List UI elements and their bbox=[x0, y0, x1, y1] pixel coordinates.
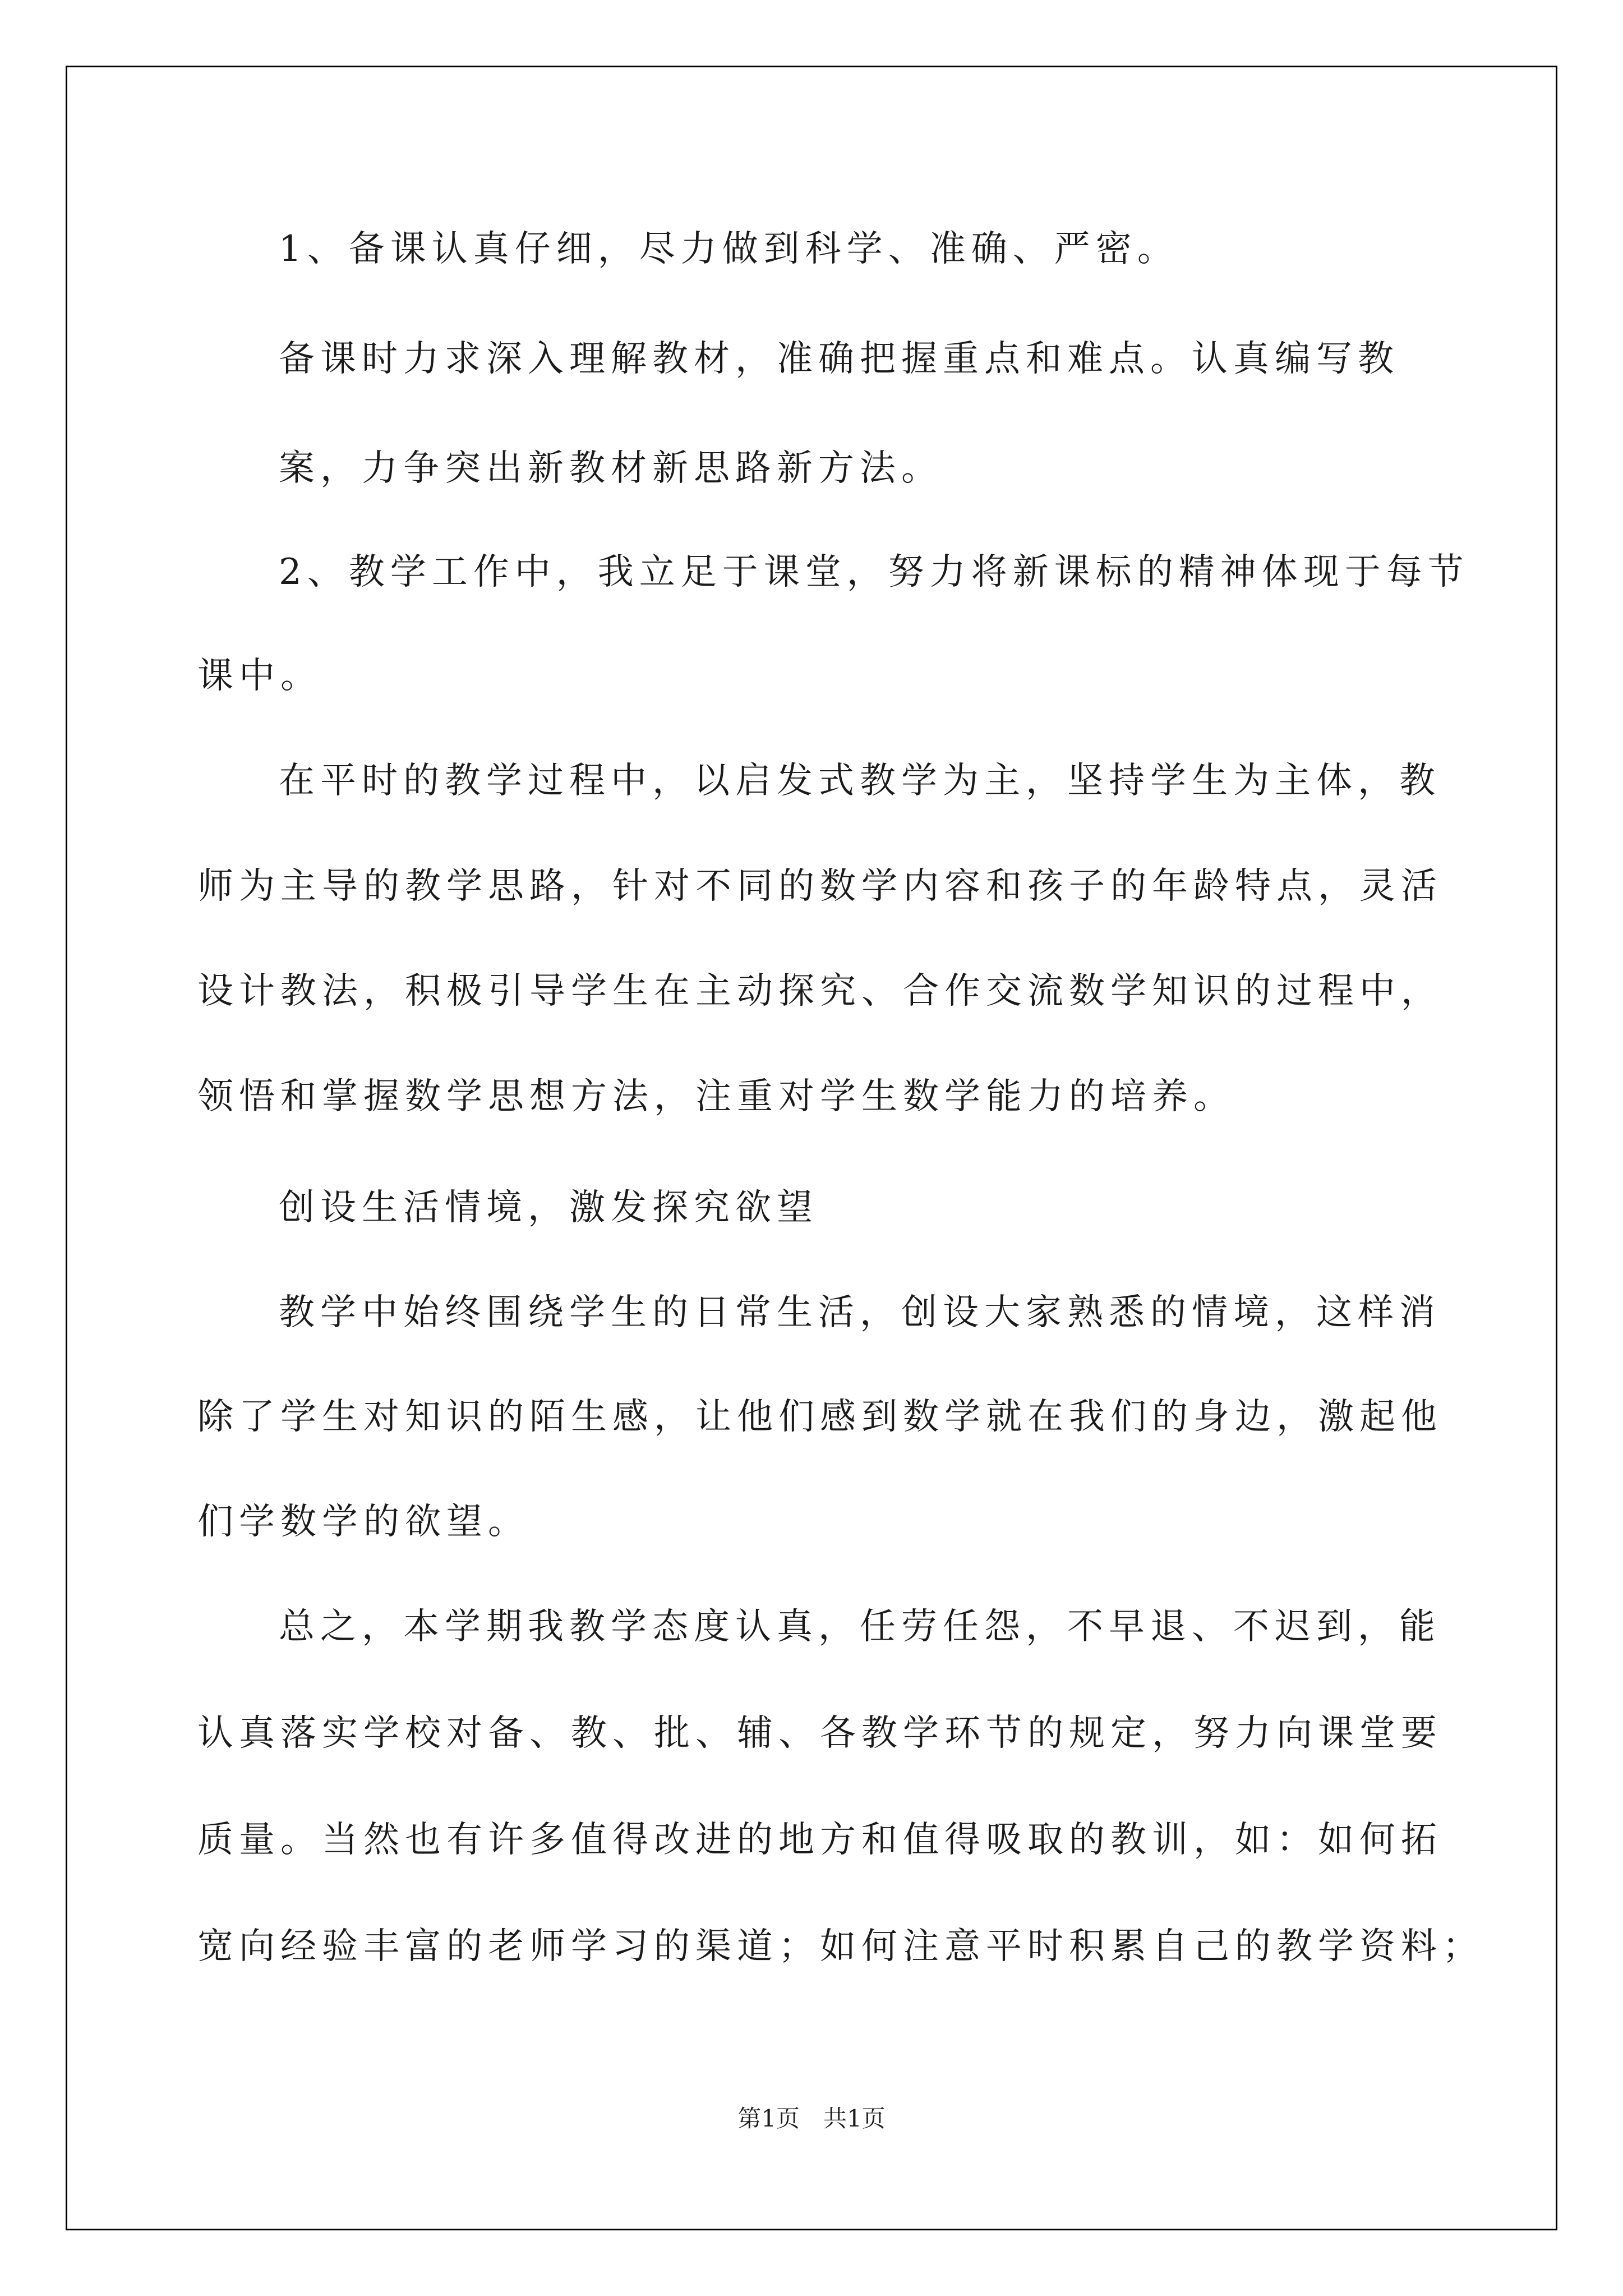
text-line: 们学数学的欲望。 bbox=[197, 1501, 529, 1543]
text-line: 总之，本学期我教学态度认真，任劳任怨，不早退、不迟到，能 bbox=[279, 1606, 1441, 1648]
text-line: 备课时力求深入理解教材，准确把握重点和难点。认真编写教 bbox=[279, 338, 1399, 380]
text-line: 除了学生对知识的陌生感，让他们感到数学就在我们的身边，激起他 bbox=[197, 1396, 1442, 1438]
text-line: 在平时的教学过程中，以启发式教学为主，坚持学生为主体，教 bbox=[279, 760, 1441, 802]
text-line: 质量。当然也有许多值得改进的地方和值得吸取的教训，如：如何拓 bbox=[197, 1819, 1442, 1861]
text-line: 教学中始终围绕学生的日常生活，创设大家熟悉的情境，这样消 bbox=[279, 1292, 1441, 1333]
text-line: 设计教法，积极引导学生在主动探究、合作交流数学知识的过程中， bbox=[197, 970, 1442, 1012]
text-line: 认真落实学校对备、教、批、辅、各教学环节的规定，努力向课堂要 bbox=[197, 1713, 1442, 1754]
page-border bbox=[66, 66, 1557, 2230]
text-line: 1、备课认真仔细，尽力做到科学、准确、严密。 bbox=[279, 228, 1179, 270]
text-line: 案，力争突出新教材新思路新方法。 bbox=[279, 448, 943, 489]
text-line: 课中。 bbox=[197, 655, 322, 697]
text-line: 宽向经验丰富的老师学习的渠道；如何注意平时积累自己的教学资料； bbox=[197, 1926, 1484, 1967]
text-line: 领悟和掌握数学思想方法，注重对学生数学能力的培养。 bbox=[197, 1076, 1235, 1117]
text-line: 2、教学工作中，我立足于课堂，努力将新课标的精神体现于每节 bbox=[279, 551, 1469, 593]
page-number: 第1页 共1页 bbox=[737, 2105, 886, 2132]
text-line: 创设生活情境，激发探究欲望 bbox=[279, 1187, 818, 1228]
text-line: 师为主导的教学思路，针对不同的数学内容和孩子的年龄特点，灵活 bbox=[197, 866, 1442, 907]
